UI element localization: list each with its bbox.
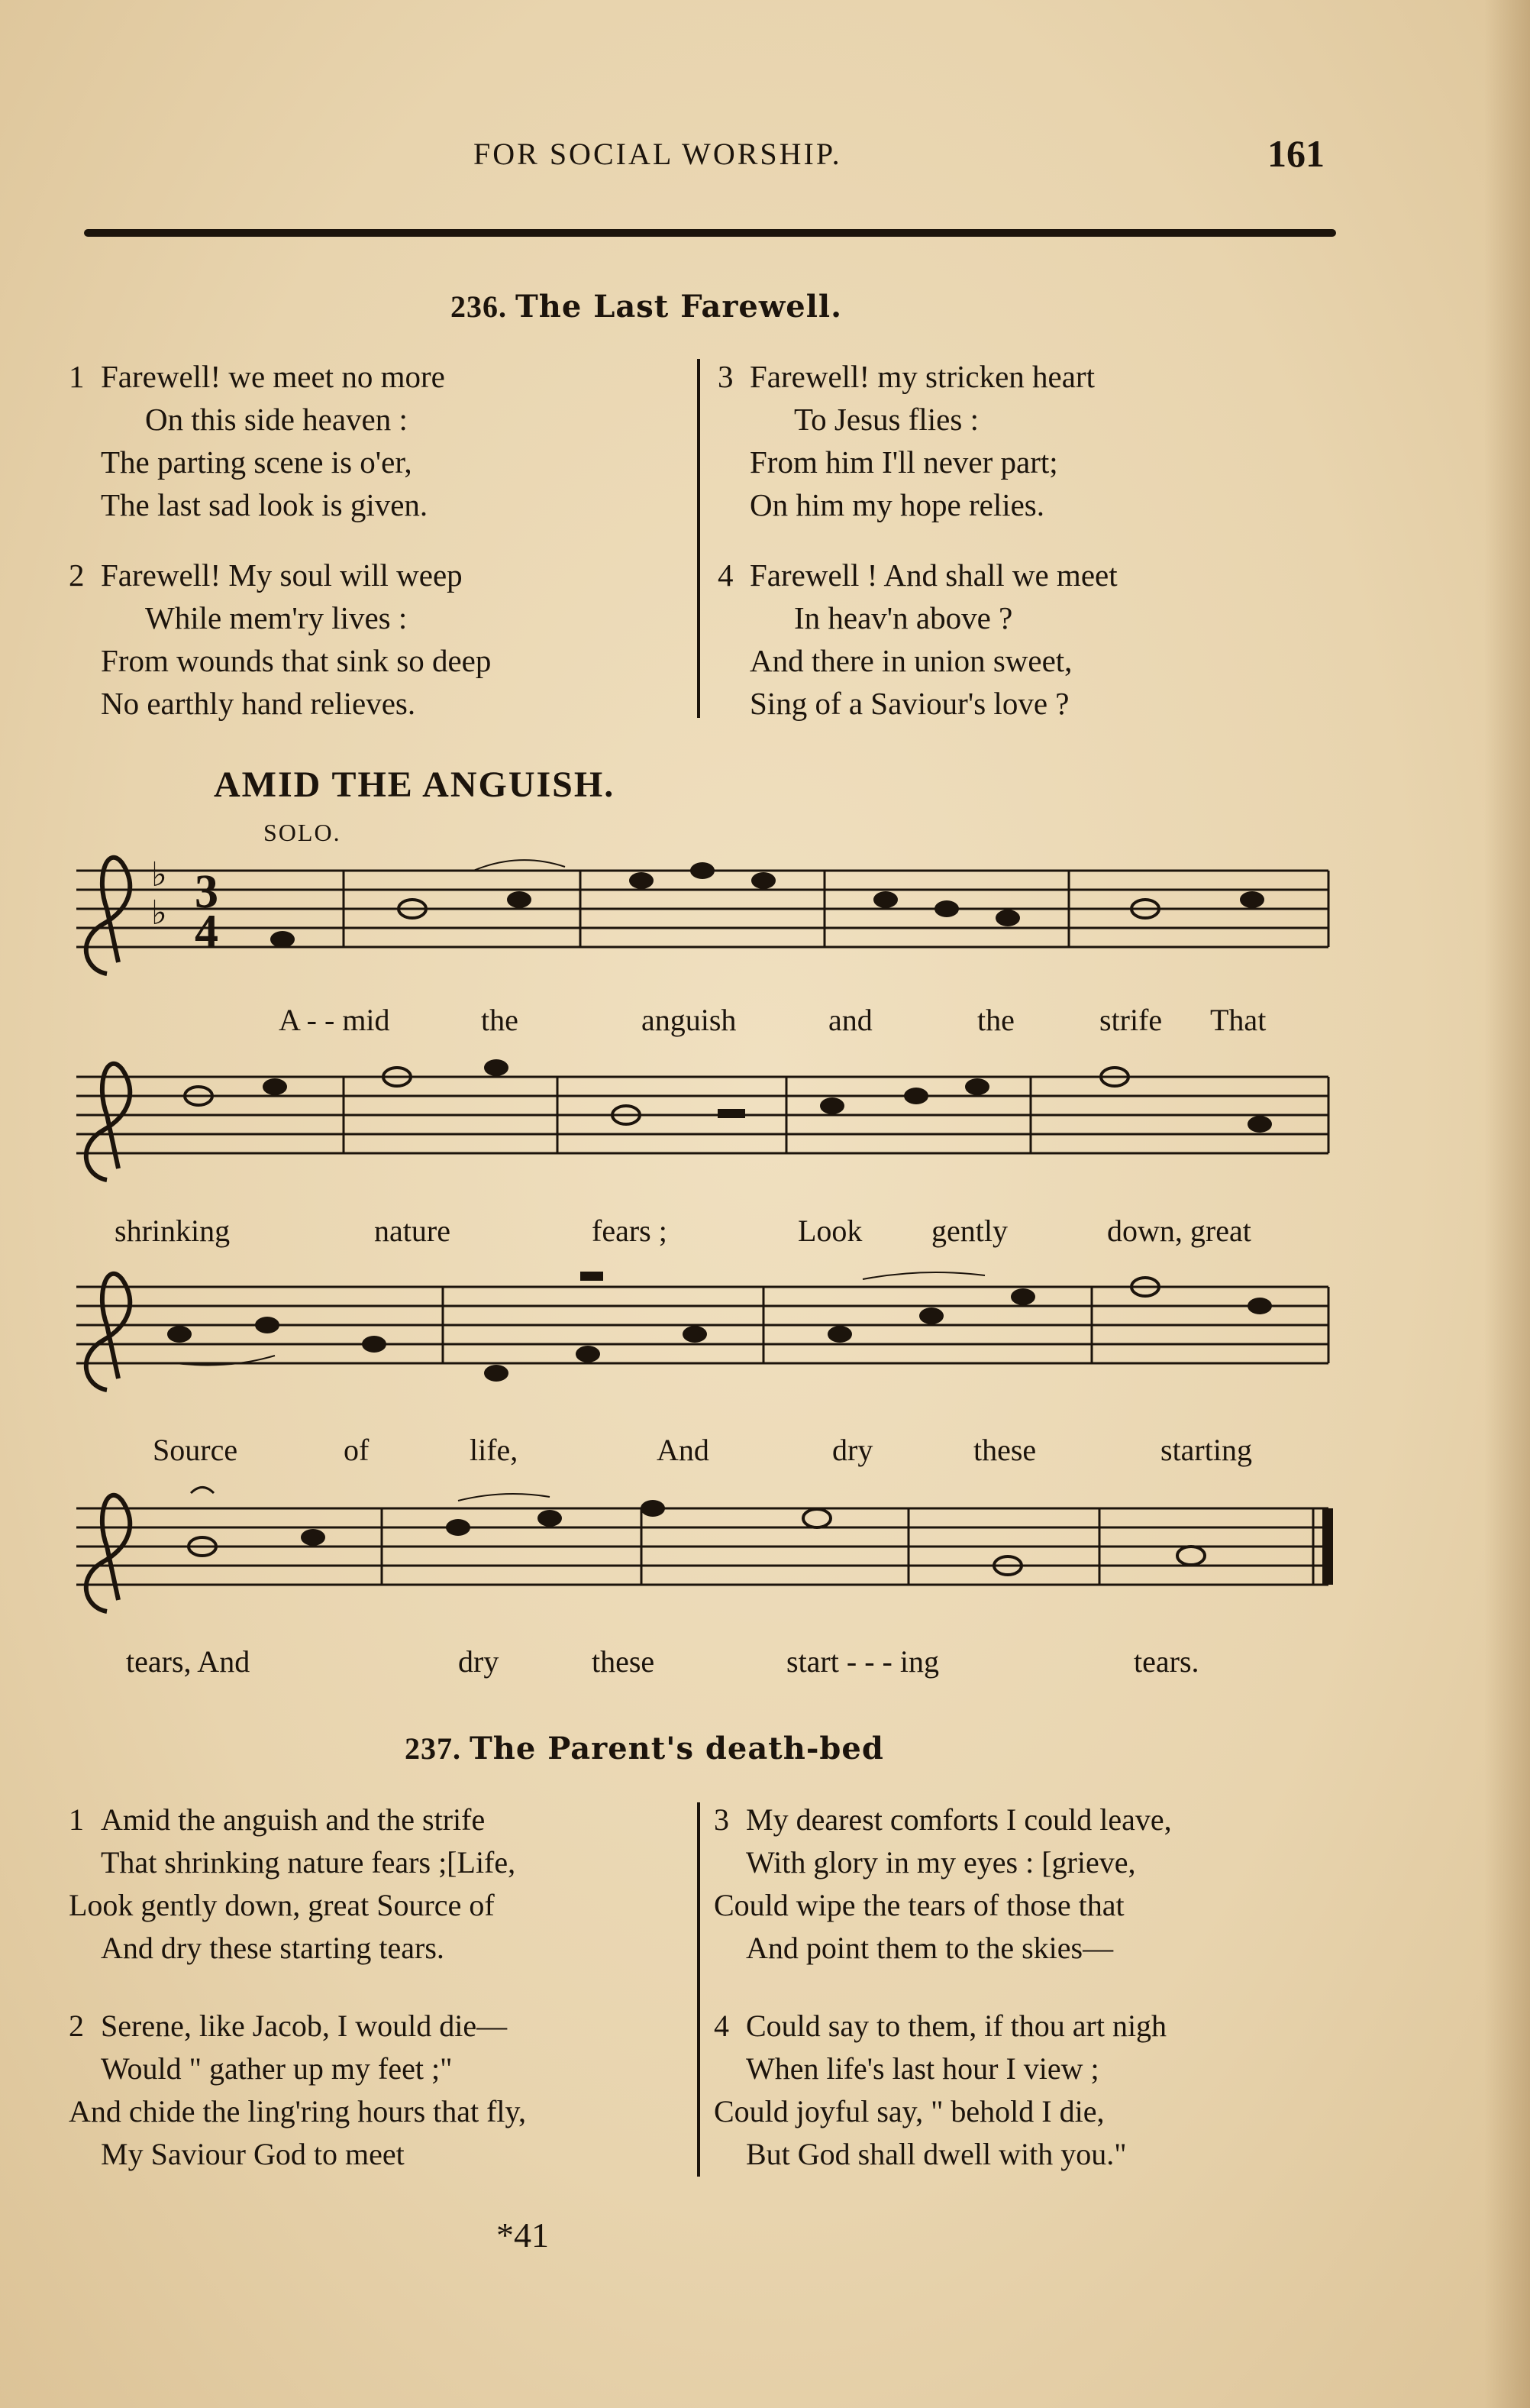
note — [263, 1078, 287, 1095]
stanza-line: Amid the anguish and the strife — [101, 1802, 486, 1837]
hymn-236-stanza-4 — [718, 554, 1118, 725]
stanza-line: That shrinking nature fears ;[Life, — [101, 1845, 516, 1880]
note — [362, 1336, 386, 1353]
stanza-line: My Saviour God to meet — [101, 2137, 405, 2171]
note — [484, 1059, 508, 1076]
lyric-4-5: tears. — [1134, 1644, 1199, 1679]
lyric-3-5: dry — [832, 1433, 873, 1467]
stanza-line: With glory in my eyes : [grieve, — [746, 1845, 1136, 1880]
hymn-237-title — [405, 1731, 884, 1766]
note — [629, 872, 654, 889]
note — [507, 891, 531, 908]
stanza-line: In heav'n above ? — [794, 600, 1013, 635]
hymn-236-name: The Last Farewell. — [515, 289, 843, 325]
stanza-line: Farewell ! And shall we meet — [750, 558, 1118, 593]
stanza-line: Farewell! my stricken heart — [750, 359, 1095, 394]
hymn-236-title — [450, 289, 842, 325]
lyric-2-5: gently — [931, 1214, 1008, 1248]
hymn-236-stanza-2 — [69, 554, 491, 725]
music-staff-1 — [61, 848, 1344, 985]
music-staff-2 — [61, 1054, 1344, 1191]
note — [690, 862, 715, 879]
note — [683, 1326, 707, 1343]
note — [1011, 1288, 1035, 1305]
note — [820, 1097, 844, 1114]
lyric-1-2: the — [481, 1003, 518, 1037]
svg-text:♭: ♭ — [151, 856, 167, 894]
signature-mark: *41 — [496, 2216, 549, 2254]
stanza-line: From wounds that sink so deep — [101, 643, 492, 678]
note — [803, 1509, 831, 1527]
rest — [580, 1272, 603, 1281]
note — [873, 891, 898, 908]
note — [919, 1307, 944, 1324]
stanza-number: 1 — [69, 359, 85, 394]
stanza-line: On this side heaven : — [145, 402, 408, 437]
stanza-line: Could joyful say, " behold I die, — [714, 2094, 1105, 2128]
lyric-4-2: dry — [458, 1644, 499, 1679]
note — [446, 1519, 470, 1536]
note — [167, 1326, 192, 1343]
stanza-line: And chide the ling'ring hours that fly, — [69, 2094, 526, 2128]
hymn-237-stanza-2 — [69, 2005, 526, 2176]
note — [641, 1500, 665, 1517]
page-number: 161 — [1267, 132, 1325, 175]
lyric-2-6: down, great — [1107, 1214, 1251, 1248]
hymn-237-number: 237. — [405, 1731, 461, 1766]
lyric-2-2: nature — [374, 1214, 450, 1248]
lyric-1-5: the — [977, 1003, 1015, 1037]
stanza-line: Sing of a Saviour's love ? — [750, 686, 1070, 721]
stanza-line: When life's last hour I view ; — [746, 2051, 1099, 2086]
note — [301, 1529, 325, 1546]
header-rule — [84, 229, 1336, 237]
stanza-number: 2 — [69, 558, 85, 593]
lyric-3-2: of — [344, 1433, 370, 1467]
hymn-237-stanza-3 — [714, 1799, 1172, 1970]
lyric-4-1: tears, And — [126, 1644, 250, 1679]
note — [996, 910, 1020, 926]
stanza-number: 3 — [718, 359, 734, 394]
stanza-line: No earthly hand relieves. — [101, 686, 416, 721]
lyric-3-4: And — [657, 1433, 709, 1467]
lyric-2-4: Look — [798, 1214, 863, 1248]
stanza-line: Look gently down, great Source of — [69, 1888, 495, 1922]
lyric-1-4: and — [828, 1003, 873, 1037]
tune-title: AMID THE ANGUISH. — [214, 764, 615, 805]
lyric-1-3: anguish — [641, 1003, 737, 1037]
note — [1248, 1298, 1272, 1314]
stanza-line: The last sad look is given. — [101, 487, 428, 522]
hymn-236-stanza-3 — [718, 355, 1095, 526]
lyric-2-3: fears ; — [592, 1214, 667, 1248]
lyric-3-7: starting — [1160, 1433, 1252, 1467]
stanza-line: But God shall dwell with you." — [746, 2137, 1127, 2171]
hymn-237-stanza-1 — [69, 1799, 515, 1970]
note — [484, 1365, 508, 1382]
note — [904, 1088, 928, 1104]
lyric-3-6: these — [973, 1433, 1037, 1467]
note — [270, 931, 295, 948]
stanza-line: Could wipe the tears of those that — [714, 1888, 1125, 1922]
lyric-1-7: That — [1210, 1003, 1267, 1037]
stanza-line: And dry these starting tears. — [101, 1931, 444, 1965]
page-edge-shadow — [1484, 0, 1530, 2408]
stanza-line: From him I'll never part; — [750, 444, 1058, 480]
lyric-3-3: life, — [470, 1433, 518, 1467]
hymn-236-number: 236. — [450, 289, 507, 324]
note — [934, 900, 959, 917]
stanza-number: 1 — [69, 1802, 84, 1837]
stanza-number: 3 — [714, 1802, 729, 1837]
hymn-237-name: The Parent's death-bed — [470, 1731, 884, 1766]
time-signature-top: 3 — [195, 866, 218, 918]
stanza-number: 2 — [69, 2009, 84, 2043]
stanza-number: 4 — [714, 2009, 729, 2043]
time-signature-bottom: 4 — [195, 906, 218, 958]
column-rule — [697, 1802, 700, 2177]
lyric-1-6: strife — [1099, 1003, 1163, 1037]
note — [1240, 891, 1264, 908]
lyric-4-3: these — [592, 1644, 655, 1679]
note — [255, 1317, 279, 1333]
rest — [718, 1109, 745, 1118]
stanza-line: Serene, like Jacob, I would die— — [101, 2009, 508, 2043]
note — [537, 1510, 562, 1527]
column-rule — [697, 359, 700, 718]
stanza-line: Farewell! My soul will weep — [101, 558, 463, 593]
lyric-3-1: Source — [153, 1433, 238, 1467]
stanza-line: While mem'ry lives : — [145, 600, 408, 635]
note — [828, 1326, 852, 1343]
solo-label: SOLO. — [263, 819, 341, 846]
stanza-line: To Jesus flies : — [794, 402, 979, 437]
hymn-236-stanza-1 — [69, 355, 445, 526]
hymn-237-stanza-4 — [714, 2005, 1167, 2176]
note — [576, 1346, 600, 1362]
note — [1248, 1116, 1272, 1133]
stanza-line: On him my hope relies. — [750, 487, 1045, 522]
note — [965, 1078, 989, 1095]
stanza-line: My dearest comforts I could leave, — [746, 1802, 1172, 1837]
music-staff-4 — [61, 1485, 1344, 1623]
stanza-line: The parting scene is o'er, — [101, 444, 412, 480]
lyric-1-1: A - - mid — [279, 1003, 390, 1037]
stanza-line: And there in union sweet, — [750, 643, 1073, 678]
stanza-line: And point them to the skies— — [746, 1931, 1114, 1965]
stanza-line: Could say to them, if thou art nigh — [746, 2009, 1167, 2043]
music-staff-3 — [61, 1264, 1344, 1401]
svg-text:♭: ♭ — [151, 894, 167, 932]
running-head: FOR SOCIAL WORSHIP. — [473, 137, 842, 171]
stanza-line: Would " gather up my feet ;" — [101, 2051, 453, 2086]
stanza-line: Farewell! we meet no more — [101, 359, 445, 394]
note — [1177, 1547, 1205, 1565]
lyric-4-4: start - - - ing — [786, 1644, 939, 1679]
note — [751, 872, 776, 889]
lyric-2-1: shrinking — [115, 1214, 231, 1248]
stanza-number: 4 — [718, 558, 734, 593]
